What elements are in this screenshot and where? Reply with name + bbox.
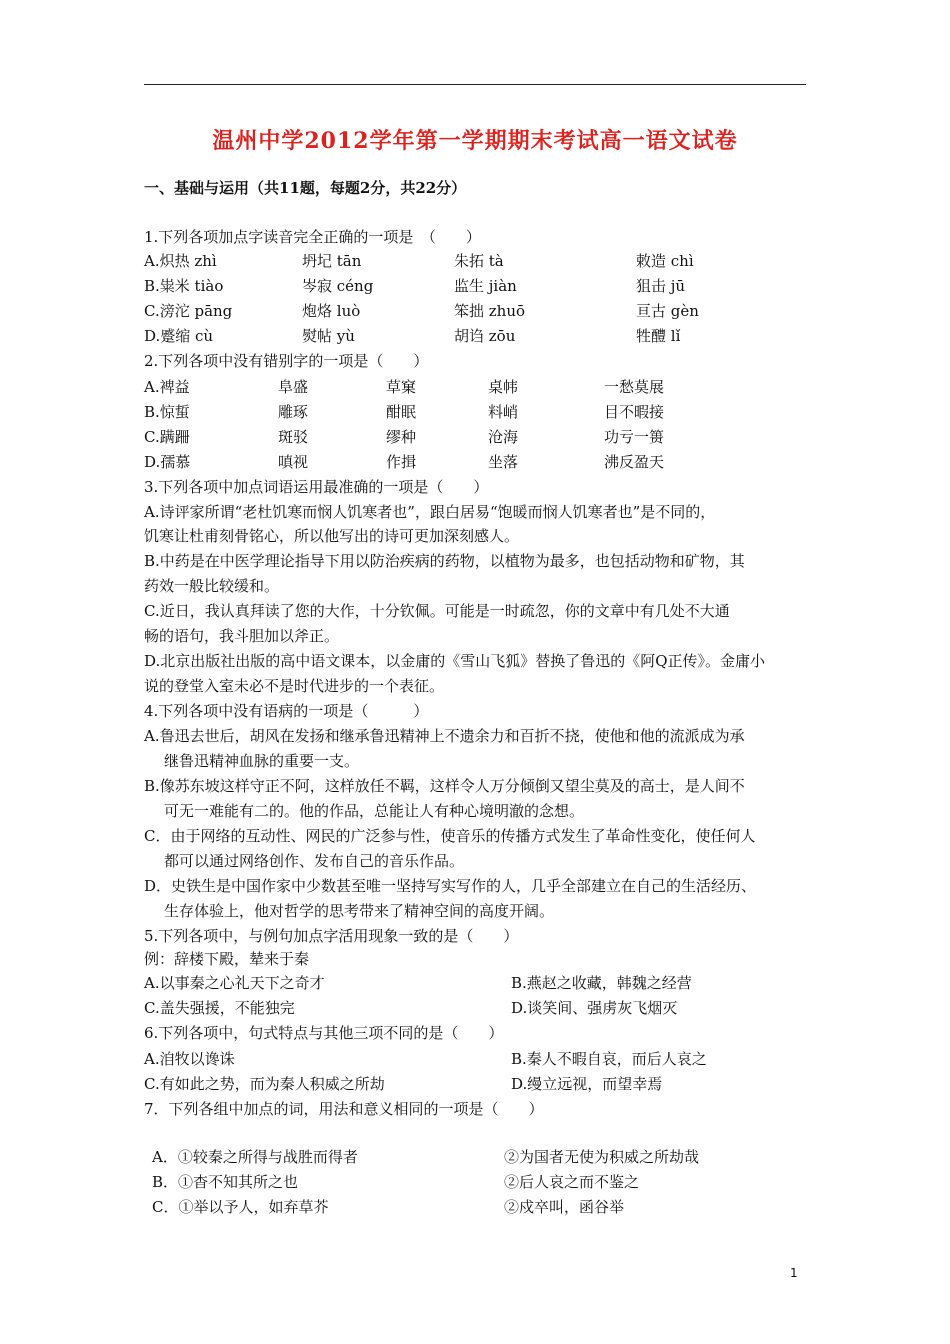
q2-stem: 2.下列各项中没有错别字的一项是（ ） <box>144 352 429 370</box>
q6-option-c: C.有如此之势，而为秦人积威之所劫 <box>144 1075 385 1093</box>
q7-option-c-1: C．①举以予人，如弃草芥 <box>152 1198 329 1216</box>
q2-d-2: 嗔视 <box>278 453 309 471</box>
q7-option-b-1: B．①杳不知其所之也 <box>152 1173 299 1191</box>
q2-b-2: 雕琢 <box>278 403 309 421</box>
q1-a-4: 敕造 chì <box>636 252 694 270</box>
header-rule <box>144 84 806 85</box>
q4-line: 继鲁迅精神血脉的重要一支。 <box>164 752 360 770</box>
q7-option-a-1: A．①较秦之所得与战胜而得者 <box>152 1148 358 1166</box>
q1-a-3: 朱拓 tà <box>454 252 504 270</box>
q1-d-3: 胡诌 zōu <box>454 327 516 345</box>
q4-line: A.鲁迅去世后，胡风在发扬和继承鲁迅精神上不遗余力和百折不挠，使他和他的流派成为承 <box>144 727 745 745</box>
q4-line: 都可以通过网络创作、发布自己的音乐作品。 <box>164 852 465 870</box>
q3-line: 药效一般比较缓和。 <box>144 577 280 595</box>
q2-b-5: 目不暇接 <box>604 403 665 421</box>
q3-line: 说的登堂入室未必不是时代进步的一个表征。 <box>144 677 445 695</box>
q1-c-1: C.滂沱 pāng <box>144 302 233 320</box>
q2-c-4: 沧海 <box>488 428 519 446</box>
q5-option-c: C.盖失强援，不能独完 <box>144 999 295 1017</box>
q1-b-1: B.粜米 tiào <box>144 277 224 295</box>
q3-line: D.北京出版社出版的高中语文课本，以金庸的《雪山飞狐》替换了鲁迅的《阿Q正传》。金庸小 <box>144 652 766 670</box>
q4-stem: 4.下列各项中没有语病的一项是（ ） <box>144 702 429 720</box>
q1-c-3: 笨拙 zhuō <box>454 302 526 320</box>
q7-option-b-2: ②后人哀之而不鉴之 <box>504 1173 640 1191</box>
q2-c-2: 斑驳 <box>278 428 309 446</box>
q1-d-2: 熨帖 yù <box>302 327 355 345</box>
q4-line: C．由于网络的互动性、网民的广泛参与性，使音乐的传播方式发生了革命性变化，使任何人 <box>144 827 756 845</box>
q1-stem: 1.下列各项加点字读音完全正确的一项是 （ ） <box>144 228 481 246</box>
section-heading: 一、基础与运用（共11题，每题2分，共22分） <box>144 179 467 197</box>
q2-b-3: 酣眠 <box>386 403 417 421</box>
q7-option-a-2: ②为国者无使为积威之所劫哉 <box>504 1148 700 1166</box>
q2-a-2: 阜盛 <box>278 378 309 396</box>
q4-line: 生存体验上，他对哲学的思考带来了精神空间的高度开阔。 <box>164 902 555 920</box>
page-number: 1 <box>790 1266 798 1280</box>
q2-c-5: 功亏一篑 <box>604 428 665 446</box>
q3-stem: 3.下列各项中加点词语运用最准确的一项是（ ） <box>144 478 489 496</box>
q3-line: A.诗评家所谓“老杜饥寒而悯人饥寒者也”，跟白居易“饱暖而悯人饥寒者也”是不同的， <box>144 503 716 521</box>
q1-c-2: 炮烙 luò <box>302 302 361 320</box>
q5-option-b: B.燕赵之收藏，韩魏之经营 <box>511 974 692 992</box>
q1-c-4: 亘古 gèn <box>636 302 699 320</box>
q4-line: D．史铁生是中国作家中少数甚至唯一坚持写实写作的人，几乎全部建立在自己的生活经历、 <box>144 877 757 895</box>
q5-option-d: D.谈笑间、强虏灰飞烟灭 <box>511 999 678 1017</box>
q3-line: 畅的语句，我斗胆加以斧正。 <box>144 627 340 645</box>
q2-c-1: C.蹒跚 <box>144 428 190 446</box>
q2-c-3: 缪种 <box>386 428 417 446</box>
q2-a-1: A.裨益 <box>144 378 190 396</box>
q1-b-2: 岑寂 céng <box>302 277 374 295</box>
q3-line: B.中药是在中医学理论指导下用以防治疾病的药物，以植物为最多，也包括动物和矿物，其 <box>144 552 745 570</box>
q1-a-2: 坍圮 tān <box>302 252 362 270</box>
q1-d-4: 牲醴 lǐ <box>636 327 681 345</box>
q1-a-1: A.炽热 zhì <box>144 252 217 270</box>
q3-line: C.近日，我认真拜读了您的大作，十分钦佩。可能是一时疏忽，你的文章中有几处不大通 <box>144 602 730 620</box>
q2-a-4: 桌帏 <box>488 378 519 396</box>
q2-d-5: 沸反盈天 <box>604 453 665 471</box>
q4-line: B.像苏东坡这样守正不阿，这样放任不羁，这样令人万分倾倒又望尘莫及的高士，是人间不 <box>144 777 745 795</box>
q2-d-3: 作揖 <box>386 453 417 471</box>
exam-title: 温州中学2012学年第一学期期末考试高一语文试卷 <box>212 128 738 154</box>
q7-option-c-2: ②戍卒叫，函谷举 <box>504 1198 625 1216</box>
q2-b-1: B.惊蜇 <box>144 403 190 421</box>
q7-stem: 7．下列各组中加点的词，用法和意义相同的一项是（ ） <box>144 1100 544 1118</box>
q2-a-3: 草窠 <box>386 378 417 396</box>
q2-d-1: D.孺慕 <box>144 453 191 471</box>
q1-b-4: 狙击 jū <box>636 277 686 295</box>
q4-line: 可无一难能有二的。他的作品，总能让人有种心境明澈的念想。 <box>164 802 585 820</box>
q2-a-5: 一愁莫展 <box>604 378 665 396</box>
q6-option-d: D.缦立远视，而望幸焉 <box>511 1075 663 1093</box>
q1-b-3: 监生 jiàn <box>454 277 517 295</box>
q6-option-b: B.秦人不暇自哀，而后人哀之 <box>511 1050 707 1068</box>
q5-option-a: A.以事秦之心礼天下之奇才 <box>144 974 325 992</box>
q3-line: 饥寒让杜甫刻骨铭心，所以他写出的诗可更加深刻感人。 <box>144 527 520 545</box>
q2-d-4: 坐落 <box>488 453 519 471</box>
q6-stem: 6.下列各项中，句式特点与其他三项不同的是（ ） <box>144 1024 504 1042</box>
q5-example: 例：辞楼下殿，辇来于秦 <box>144 950 310 968</box>
q1-d-1: D.蹙缩 cù <box>144 327 214 345</box>
q5-stem: 5.下列各项中，与例句加点字活用现象一致的是（ ） <box>144 927 519 945</box>
q2-b-4: 料峭 <box>488 403 519 421</box>
q6-option-a: A.洎牧以谗诛 <box>144 1050 235 1068</box>
